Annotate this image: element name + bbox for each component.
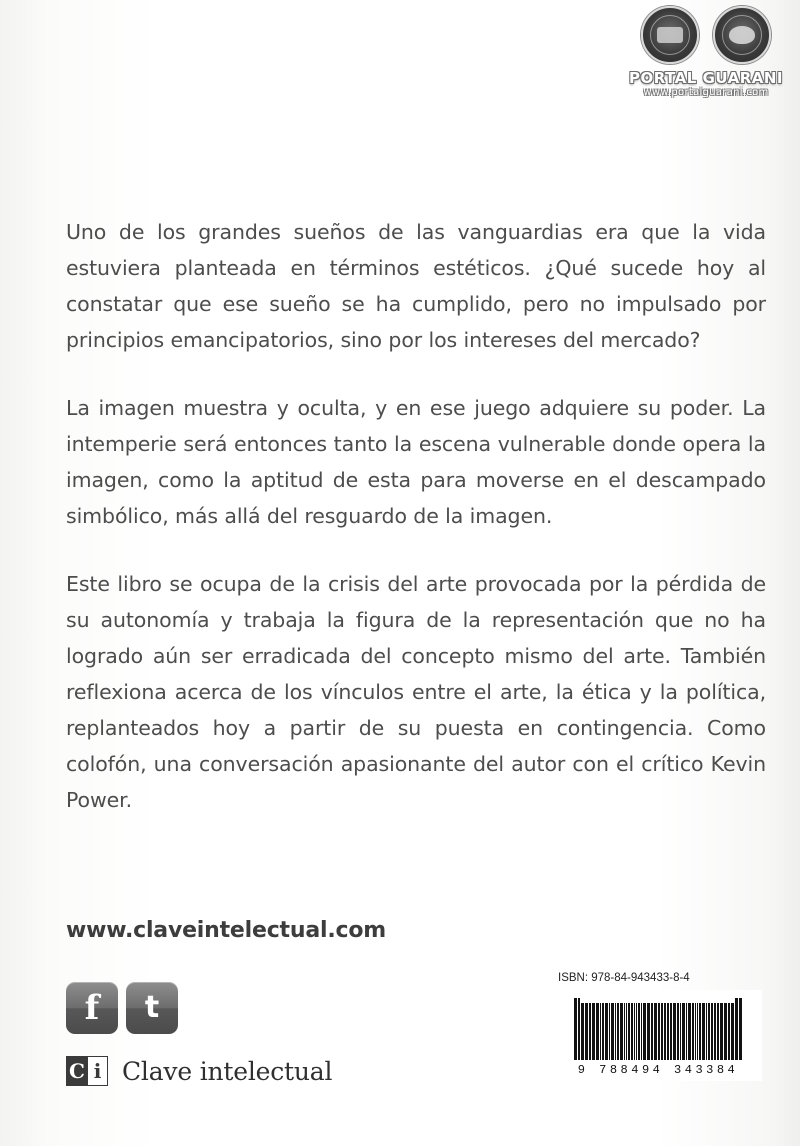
isbn-label: ISBN: 978-84-943433-8-4 [558,972,690,984]
publisher-logo [66,1056,332,1086]
watermark-seals [626,6,786,64]
blurb-text [66,214,766,818]
barcode [554,990,762,1081]
watermark-title: PORTAL GUARANI [628,69,783,87]
isbn-block [554,972,762,1081]
twitter-glyph: t [144,990,160,1025]
watermark-subtitle: www.portalguarani.com [643,87,769,98]
blurb-paragraph-2: La imagen muestra y oculta, y en ese juego adquiere su poder. La intemperie será entonces tanto la escena vulnerable donde opera la imagen, como la aptitud de esta para moverse en el descampado simbólico, más allá del resguardo de la imagen. [66,396,766,528]
portal-guarani-watermark [626,6,786,98]
social-links [66,982,178,1034]
national-emblem-icon [713,6,771,64]
facebook-icon[interactable] [66,982,118,1034]
mark-letter-c: C [66,1056,88,1086]
blurb-paragraph-3: Este libro se ocupa de la crisis del arte provocada por la pérdida de su autonomía y trabaja la figura de la representación que no ha logrado aún ser erradicada del concepto mismo del arte. También reflexiona acerca de los vínculos entre el arte, la ética y la política, replanteados hoy a partir de su puesta en contingencia. Como colofón, una conversación apasionante del autor con el crítico Kevin Power. [66,572,766,812]
barcode-bars [561,998,755,1060]
blurb-paragraph-1: Uno de los grandes sueños de las vanguardias era que la vida estuviera planteada en términos estéticos. ¿Qué sucede hoy al constatar que ese sueño se ha cumplido, pero no impulsado por principios emancipatorios, sino por los intereses del mercado? [66,220,766,352]
facebook-glyph: f [84,988,100,1028]
barcode-digits: 9 788494 343384 [577,1063,739,1077]
twitter-icon[interactable] [126,982,178,1034]
publisher-website[interactable]: www.claveintelectual.com [66,918,386,943]
publisher-name: Clave intelectual [122,1056,333,1086]
presidential-seal-icon [641,6,699,64]
mark-letter-i: i [88,1056,108,1086]
clave-intelectual-mark-icon [66,1056,108,1086]
